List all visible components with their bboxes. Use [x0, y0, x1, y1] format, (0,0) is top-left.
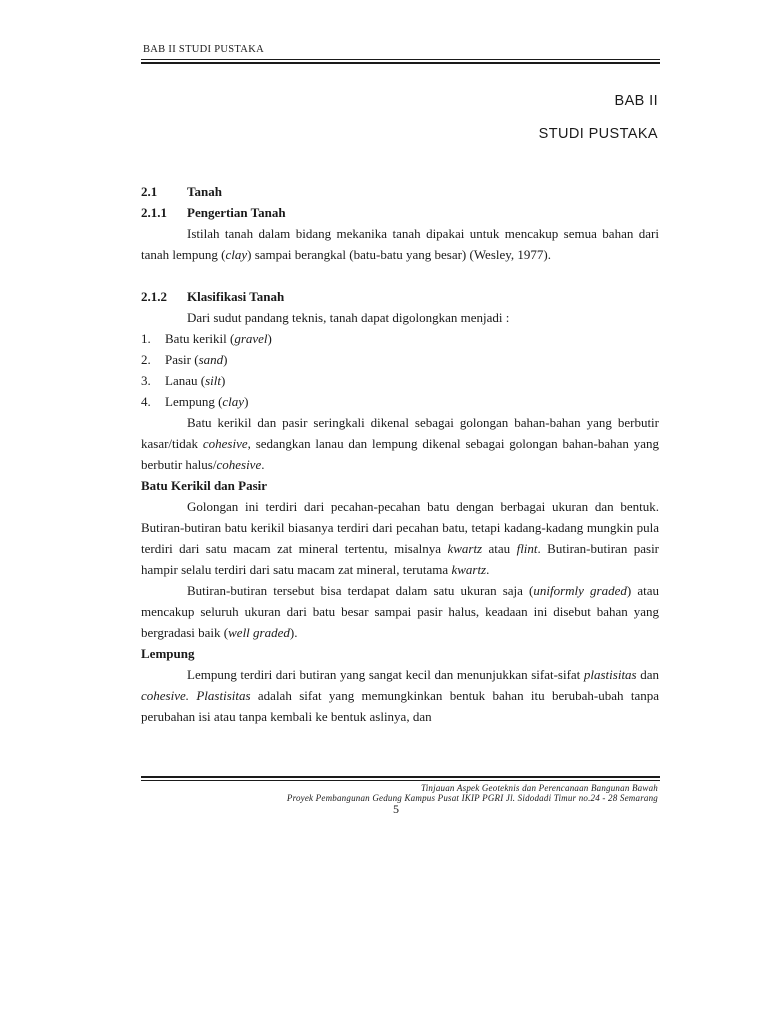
- footer-rule-thin: [141, 780, 660, 781]
- running-header-label: BAB II STUDI PUSTAKA: [143, 44, 264, 55]
- page-number: 5: [393, 802, 399, 816]
- paragraph-batu-1: Golongan ini terdiri dari pecahan-pecahan batu dengan berbagai ukuran dan bentuk. Butiran-butiran batu kerikil biasanya terdiri dari pecahan batu, tetapi kadang-kadang mungkin pula terdiri dari satu macam zat mineral tertentu, misalnya kwartz atau flint. Butiran-butiran pasir hampir selalu terdiri dari satu macam zat mineral, terutama kwartz.: [141, 499, 660, 577]
- section-number: 2.1.1: [141, 205, 167, 220]
- soil-type-list: [141, 328, 659, 412]
- chapter-number: BAB II: [614, 93, 658, 109]
- list-item: 2. Pasir ( sand ): [141, 352, 228, 367]
- header-rule-thin: [141, 59, 660, 60]
- heading-lempung: Lempung: [141, 646, 195, 661]
- paragraph-klasifikasi-intro: Dari sudut pandang teknis, tanah dapat digolongkan menjadi :: [187, 310, 510, 325]
- section-title: Tanah: [187, 184, 222, 199]
- section-title: Klasifikasi Tanah: [187, 289, 285, 304]
- section-title: Pengertian Tanah: [187, 205, 286, 220]
- section-number: 2.1: [141, 184, 158, 199]
- list-item: 1. Batu kerikil ( gravel ): [141, 331, 272, 346]
- list-item: 4. Lempung ( clay ): [141, 394, 249, 409]
- header-rule-thick: [141, 62, 660, 64]
- footer-line-1: Tinjauan Aspek Geoteknis dan Perencanaan Bangunan Bawah: [421, 783, 658, 793]
- section-2-1-heading: [141, 181, 659, 202]
- paragraph-pengertian: Istilah tanah dalam bidang mekanika tanah dipakai untuk mencakup semua bahan dari tanah lempung (clay) sampai berangkal (batu-batu yang besar) (Wesley, 1977).: [141, 226, 659, 262]
- paragraph-klasifikasi-body: Batu kerikil dan pasir seringkali dikenal sebagai golongan bahan-bahan yang berbutir kasar/tidak cohesive, sedangkan lanau dan lempung dikenal sebagai golongan bahan-bahan yang berbutir halus/cohesive.: [141, 415, 659, 472]
- footer-rule-thick: [141, 776, 660, 778]
- heading-batu-kerikil-pasir: Batu Kerikil dan Pasir: [141, 478, 268, 493]
- paragraph-lempung: Lempung terdiri dari butiran yang sangat kecil dan menunjukkan sifat-sifat plastisitas dan cohesive. Plastisitas adalah sifat yang memungkinkan bentuk bahan itu berubah-ubah tanpa perubahan isi atau tanpa kembali ke bentuk aslinya, dan: [141, 667, 659, 724]
- section-2-1-2-heading: [141, 286, 659, 307]
- section-2-1-1-heading: [141, 202, 659, 223]
- list-item: 3. Lanau ( silt ): [141, 373, 226, 388]
- paragraph-batu-2: Butiran-butiran tersebut bisa terdapat dalam satu ukuran saja (uniformly graded) atau mencakup seluruh ukuran dari batu besar sampai pasir halus, keadaan ini disebut bahan yang bergradasi baik (well graded).: [141, 583, 659, 640]
- footer-line-2: Proyek Pembangunan Gedung Kampus Pusat IKIP PGRI Jl. Sidodadi Timur no.24 - 28 Semarang: [286, 793, 658, 803]
- page-body: [141, 181, 659, 727]
- section-number: 2.1.2: [141, 289, 167, 304]
- chapter-title: STUDI PUSTAKA: [538, 126, 658, 142]
